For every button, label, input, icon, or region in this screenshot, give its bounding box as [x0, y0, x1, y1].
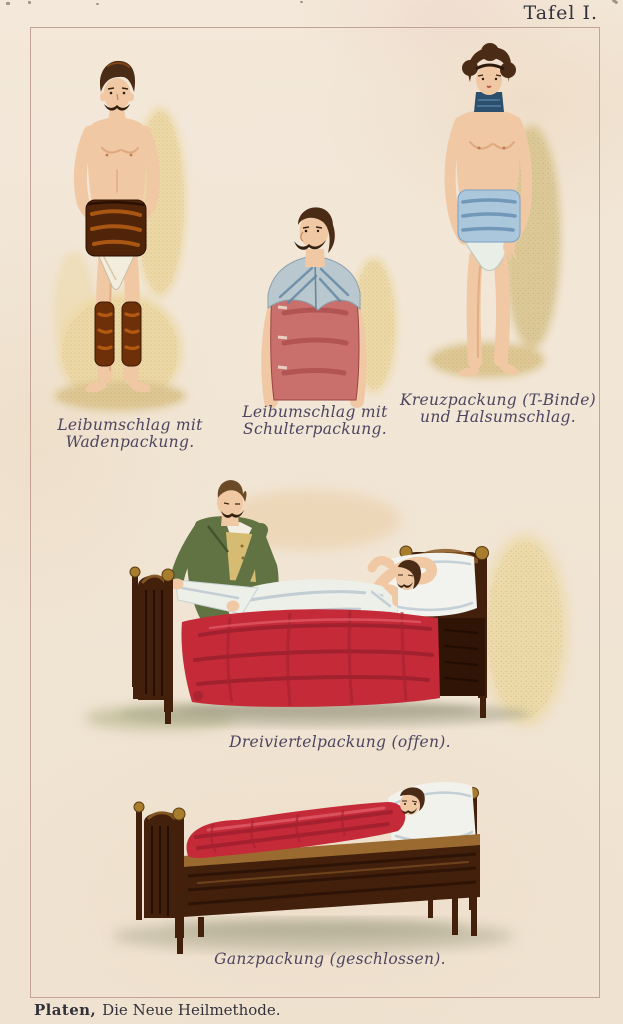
- caption-line: Leibumschlag mit: [242, 403, 388, 421]
- caption-line: Schulterpackung.: [243, 420, 387, 438]
- torso: [88, 118, 146, 205]
- scene-caption: [180, 734, 500, 751]
- scan-speck: [6, 2, 10, 5]
- figure-caption: [232, 404, 398, 438]
- red-blanket: [181, 609, 440, 707]
- caption-line: Wadenpackung.: [65, 433, 195, 451]
- figure-leibumschlag-wadenpackung-illustration: [50, 52, 190, 414]
- scan-speck: [300, 1, 303, 3]
- attendant-hand: [227, 601, 240, 612]
- head: [294, 207, 335, 267]
- book-attribution: [34, 1001, 281, 1019]
- caption-line: Kreuzpackung (T-Binde): [399, 391, 597, 409]
- figure-leibumschlag-schulterpackung-illustration: [228, 195, 398, 405]
- scene-caption: [170, 951, 490, 968]
- figure-kreuzpackung-halsumschlag-illustration: [412, 42, 567, 390]
- torso: [457, 110, 520, 199]
- caption-line: und Halsumschlag.: [420, 408, 576, 426]
- scan-speck: [96, 3, 99, 5]
- footboard: [130, 567, 174, 724]
- attribution-author: Platen,: [34, 1001, 97, 1019]
- scene-dreiviertelpackung-illustration: [80, 460, 572, 732]
- plate-number-label: Tafel I.: [523, 2, 598, 24]
- attribution-work: Die Neue Heilmethode.: [102, 1001, 281, 1019]
- caption-line: Ganzpackung (geschlossen).: [214, 950, 446, 968]
- figure-caption: [30, 417, 230, 451]
- head: [462, 43, 516, 95]
- caption-line: Leibumschlag mit: [57, 416, 203, 434]
- abdominal-wrap: [86, 200, 146, 256]
- figure-caption: [396, 392, 600, 426]
- scan-speck: [612, 0, 619, 4]
- scene-ganzpackung-illustration: [88, 768, 536, 964]
- scan-speck: [28, 1, 31, 4]
- hip-wrap: [458, 190, 520, 242]
- background-stipple: [487, 542, 563, 718]
- caption-line: Dreiviertelpackung (offen).: [229, 733, 451, 751]
- head: [100, 61, 135, 121]
